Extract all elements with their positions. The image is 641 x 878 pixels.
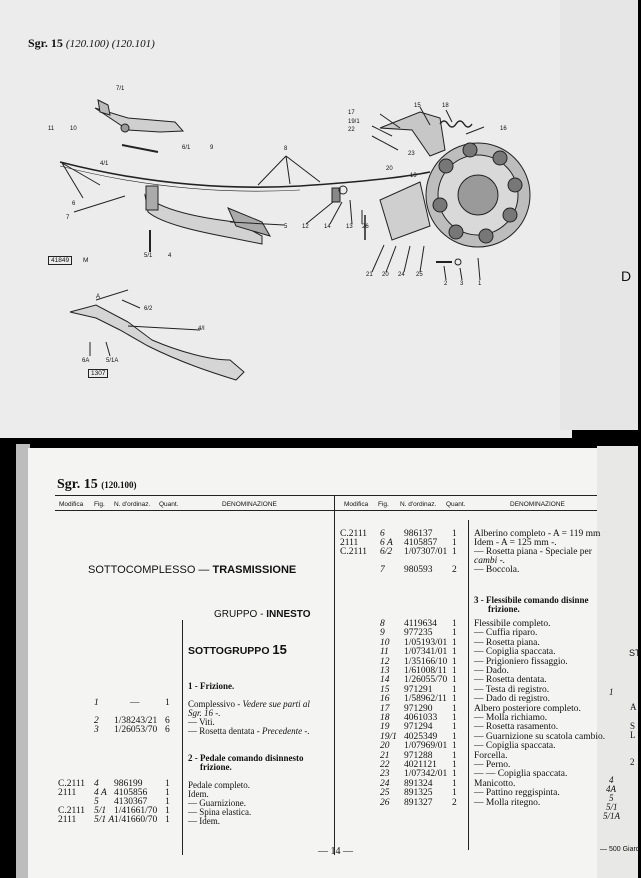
cell-ordinaz: 891327 (404, 797, 433, 808)
col-header-fig-2: Fig. (378, 501, 389, 508)
callout-label: 19/1 (348, 119, 360, 125)
callout-label: 20 (386, 166, 393, 172)
cell-fig: 12 (380, 656, 390, 667)
callout-label: 3 (460, 281, 464, 287)
cell-fig: 17 (380, 703, 390, 714)
cell-modifica: 2111 (58, 788, 77, 798)
cell-ordinaz: 1/07969/01 (404, 741, 448, 752)
cell-ordinaz: 971294 (404, 722, 433, 733)
callout-label: 5/1 (144, 253, 153, 259)
strip-text: 5/1A (603, 811, 620, 821)
cell-quant: 1 (452, 694, 457, 705)
cell-quant: 1 (165, 788, 170, 798)
cell-quant: 1 (452, 788, 457, 799)
col-header-modifica-2: Modifica (344, 501, 369, 508)
header-rule-bottom (55, 510, 597, 511)
cell-ordinaz: 971291 (404, 684, 433, 695)
callout-label: 20 (382, 272, 389, 278)
callout-label: 4/I (198, 326, 205, 332)
cell-quant: 2 (452, 565, 457, 575)
strip-text: A (630, 702, 637, 712)
cell-quant: 1 (452, 769, 457, 780)
header-bold: Sgr. 15 (28, 36, 63, 50)
complessivo-label: Complessivo - (188, 699, 241, 709)
col-header-quant: Quant. (159, 501, 179, 508)
cell-ordinaz: 986199 (114, 779, 143, 789)
subgroup-number: 15 (272, 642, 287, 657)
cell-ordinaz: 1/35166/10 (404, 656, 448, 667)
figure-code: 41849 (51, 257, 70, 264)
left-desc-divider (182, 620, 183, 855)
cell-denominazione: Forcella. (474, 750, 508, 761)
section-title-prefix: SOTTOCOMPLESSO — (88, 564, 210, 576)
cell-denominazione: — Rosetta piana. (474, 637, 540, 648)
rosetta-note: Precedente -. (261, 726, 310, 736)
cell-ordinaz: 1/26055/70 (404, 675, 448, 686)
complessivo-ref: Sgr. 16 -. (188, 708, 221, 718)
cell-ordinaz: 4025349 (404, 731, 438, 742)
callout-label: 11 (48, 126, 55, 132)
cell-quant: 2 (452, 797, 457, 808)
cell-denominazione: — Rosetta piana - Speciale per (474, 547, 592, 557)
guarnizione-line: — Guarnizione. (188, 798, 246, 808)
col-header-ordinaz: N. d'ordinaz. (114, 501, 151, 508)
pedale-title-cont: frizione. (200, 762, 232, 772)
cell-modifica: C.2111 (58, 779, 86, 789)
callout-label: 18 (442, 103, 449, 109)
cell-fig: 6/2 (380, 547, 393, 557)
cell-fig: 22 (380, 760, 390, 770)
cell-ordinaz: 4119634 (404, 619, 437, 629)
cell-ordinaz: 971290 (404, 703, 433, 714)
cell-denominazione: — Testa di registro. (474, 684, 550, 695)
figure-code-box-2 (88, 369, 108, 378)
cell-denominazione: — Dado di registro. (474, 694, 550, 705)
strip-footer: — 500 Giard (600, 846, 640, 853)
cell-ordinaz: 1/38243/21 (114, 716, 158, 726)
cell-quant: 6 (165, 725, 170, 735)
cell-quant: 1 (452, 628, 457, 639)
cell-quant: 1 (452, 731, 457, 742)
cell-denominazione: — Molla richiamo. (474, 713, 548, 723)
adjacent-page-letter: D (621, 268, 632, 284)
callout-label: 2 (444, 281, 448, 287)
cell-quant: 1 (452, 656, 457, 667)
section-title-main: TRASMISSIONE (212, 564, 297, 576)
column-divider (334, 495, 335, 855)
figure-code-box (48, 256, 72, 265)
cell-denominazione: — Dado. (474, 666, 509, 676)
strip-text: 4A (606, 784, 616, 794)
callout-label: 15 (414, 103, 421, 109)
group-name: INNESTO (266, 609, 311, 620)
callout-label: 21 (366, 272, 373, 278)
callout-label: 25 (416, 272, 423, 278)
cell-modifica: C.2111 (58, 806, 86, 816)
cell-denominazione: — Boccola. (474, 565, 520, 575)
callout-label: 16 (500, 126, 507, 132)
cell-modifica: C.2111 (340, 529, 368, 539)
cell-denominazione: — Copiglia spaccata. (474, 647, 556, 658)
cell-quant: 1 (452, 778, 457, 789)
cell-fig: 6 A (380, 538, 393, 548)
rosetta-line (188, 726, 310, 736)
col-header-denominazione-2: DENOMINAZIONE (510, 501, 565, 508)
cell-quant: 1 (452, 637, 457, 648)
callout-label: 17 (348, 110, 355, 116)
cell-ordinaz: 1/41660/70 (114, 815, 158, 825)
cell-fig: 11 (380, 647, 389, 658)
cell-quant: 1 (452, 666, 457, 676)
cell-fig: 25 (380, 788, 390, 799)
header-italic: (120.100) (120.101) (65, 38, 155, 50)
callout-label: 10 (70, 126, 77, 132)
cell-fig: 5/1 (94, 806, 107, 816)
rosetta-label: — Rosetta dentata - (188, 726, 260, 736)
cell-fig: 23 (380, 769, 390, 780)
figure-code-suffix: M (83, 257, 89, 264)
cell-ordinaz: 977235 (404, 628, 433, 639)
cell-ordinaz: 4061033 (404, 713, 438, 723)
cell-quant: 1 (165, 698, 170, 708)
cell-fig: 5 (94, 797, 99, 807)
cell-ordinaz: 891324 (404, 778, 433, 789)
cell-denominazione: — Pattino reggispinta. (474, 788, 560, 799)
right-desc-divider (468, 520, 469, 850)
exploded-diagram (0, 0, 572, 438)
cell-denominazione: — Rosetta dentata. (474, 675, 547, 686)
callout-label: 12 (302, 224, 309, 230)
strip-text: 5/1 (606, 802, 618, 812)
cell-quant: 1 (452, 529, 457, 539)
cell-denominazione: — Guarnizione su scatola cambio. (474, 731, 606, 742)
cell-fig: 15 (380, 684, 390, 695)
parts-page-header (57, 477, 136, 493)
cell-ordinaz: 1/07341/01 (404, 647, 448, 658)
cell-fig: 16 (380, 694, 390, 705)
cell-fig: 3 (94, 725, 99, 735)
pedale-title: 2 - Pedale comando disinnesto (188, 753, 304, 763)
cell-fig: 24 (380, 778, 390, 789)
cell-modifica: 2111 (58, 815, 77, 825)
cell-ordinaz: — (130, 698, 140, 708)
page-number: — 14 — (318, 846, 353, 857)
cell-denominazione: — Cuffia riparo. (474, 628, 538, 639)
cell-denominazione: — Prigioniero fissaggio. (474, 656, 568, 667)
cell-ordinaz: 1/58962/11 (404, 694, 447, 705)
strip-text: L (630, 730, 636, 740)
pedale-completo: Pedale completo. (188, 780, 250, 790)
cell-fig: 21 (380, 750, 390, 761)
callout-label: 4/1 (100, 161, 109, 167)
callout-label: 1 (478, 281, 482, 287)
callout-label: 14 (324, 224, 331, 230)
callout-label: 7 (66, 215, 70, 221)
callout-label: 9 (210, 145, 214, 151)
callout-label: 19 (410, 173, 417, 179)
cell-fig: 2 (94, 716, 99, 726)
cell-modifica: 2111 (340, 538, 359, 548)
cell-quant: 1 (452, 547, 457, 557)
cell-fig: 7 (380, 565, 385, 575)
cell-fig: 8 (380, 619, 385, 629)
idem2-line: — Idem. (188, 816, 220, 826)
strip-text: 5 (609, 793, 614, 803)
callout-label: 22 (348, 127, 355, 133)
cell-quant: 1 (165, 806, 170, 816)
spina-line: — Spina elastica. (188, 807, 252, 817)
cell-fig: 14 (380, 675, 390, 686)
cell-denominazione: Idem - A = 125 mm -. (474, 538, 557, 548)
cell-ordinaz: 1/05193/01 (404, 637, 448, 648)
header-small: (120.100) (101, 480, 137, 490)
flessibile-title: 3 - Flessibile comando disinne (474, 595, 589, 605)
subgroup-prefix: SOTTOGRUPPO (188, 645, 270, 657)
col-header-fig: Fig. (94, 501, 105, 508)
cell-fig: 19/1 (380, 731, 397, 742)
cell-ordinaz: 971288 (404, 750, 433, 761)
callout-label: 6/2 (144, 306, 153, 312)
cell-quant: 1 (165, 779, 170, 789)
header-rule-top (55, 495, 597, 496)
cell-ordinaz: 1/41661/70 (114, 806, 158, 816)
cell-fig: 6 (380, 529, 385, 539)
cell-ordinaz: 4105856 (114, 788, 148, 798)
cell-fig: 1 (94, 698, 99, 708)
subgroup-title (188, 642, 287, 657)
cell-denominazione: — Copiglia spaccata. (474, 741, 556, 752)
cell-fig: 5/1 A (94, 815, 115, 825)
strip-text: 2 (630, 757, 635, 767)
callout-label: A (96, 294, 101, 300)
cell-denominazione: Manicotto. (474, 778, 516, 789)
strip-text: S (630, 721, 636, 731)
callout-label: 8 (284, 146, 288, 152)
group-title (214, 609, 311, 620)
cell-denominazione: — Perno. (474, 760, 511, 770)
callout-label: 23 (408, 151, 415, 157)
callout-label: 5/1A (106, 358, 119, 364)
col-header-quant-2: Quant. (446, 501, 466, 508)
cell-fig: 10 (380, 637, 390, 648)
callout-label: 6/1 (182, 145, 191, 151)
cell-quant: 1 (452, 741, 457, 752)
cell-ordinaz: 4021121 (404, 760, 437, 770)
cell-ordinaz: 4105857 (404, 538, 438, 548)
cell-fig: 9 (380, 628, 385, 639)
cell-quant: 1 (165, 797, 170, 807)
section-title (88, 564, 296, 576)
figure-code-2: 1307 (91, 370, 106, 377)
cell-fig: 4 A (94, 788, 107, 798)
cell-ordinaz: 1/07307/01 (404, 547, 448, 557)
cell-quant: 1 (452, 684, 457, 695)
callout-label: 7/1 (116, 86, 125, 92)
cell-ordinaz: 986137 (404, 529, 433, 539)
cell-denominazione: Albero posteriore completo. (474, 703, 581, 714)
strip-text: 4 (609, 775, 614, 785)
cell-denominazione: cambi -. (474, 556, 506, 566)
cell-ordinaz: 891325 (404, 788, 433, 799)
cell-denominazione: — Rosetta rasamento. (474, 722, 559, 733)
cell-ordinaz: 1/07342/01 (404, 769, 448, 780)
header-bold: Sgr. 15 (57, 477, 98, 492)
cell-fig: 18 (380, 713, 390, 723)
cell-ordinaz: 980593 (404, 565, 433, 575)
frizione-title: 1 - Frizione. (188, 681, 235, 691)
cell-denominazione: Flessibile completo. (474, 619, 551, 629)
cell-quant: 6 (165, 716, 170, 726)
callout-label: 6A (82, 358, 90, 364)
callout-label: 26 (362, 224, 369, 230)
callout-label: 13 (346, 224, 353, 230)
cell-denominazione: — — Copiglia spaccata. (474, 769, 568, 780)
cell-modifica: C.2111 (340, 547, 368, 557)
cell-fig: 13 (380, 666, 390, 676)
cell-quant: 1 (452, 619, 457, 629)
col-header-ordinaz-2: N. d'ordinaz. (400, 501, 437, 508)
cell-fig: 4 (94, 779, 99, 789)
strip-text: ST (629, 648, 641, 658)
complessivo-note: Vedere sue parti al (242, 699, 310, 709)
cell-denominazione: — Molla ritegno. (474, 797, 541, 808)
callout-label: 5 (284, 224, 288, 230)
cell-fig: 20 (380, 741, 390, 752)
idem-line: Idem. (188, 789, 209, 799)
cell-quant: 1 (452, 713, 457, 723)
callout-label: 24 (398, 272, 405, 278)
callout-label: 6 (72, 201, 76, 207)
cell-fig: 19 (380, 722, 390, 733)
cell-quant: 1 (452, 703, 457, 714)
cell-denominazione: Alberino completo - A = 119 mm (474, 529, 601, 539)
cell-quant: 1 (452, 538, 457, 548)
cell-ordinaz: 4130367 (114, 797, 148, 807)
flessibile-title-cont: frizione. (488, 604, 520, 614)
group-prefix: GRUPPO - (214, 609, 264, 620)
col-header-denominazione: DENOMINAZIONE (222, 501, 277, 508)
strip-text: 1 (609, 687, 614, 697)
cell-quant: 1 (452, 647, 457, 658)
cell-quant: 1 (165, 815, 170, 825)
cell-quant: 1 (452, 750, 457, 761)
col-header-modifica: Modifica (59, 501, 84, 508)
cell-quant: 1 (452, 722, 457, 733)
cell-quant: 1 (452, 760, 457, 770)
cell-fig: 26 (380, 797, 390, 808)
cell-ordinaz: 1/61008/11 (404, 666, 447, 676)
viti-line: — Viti. (188, 717, 215, 727)
callout-label: 4 (168, 253, 172, 259)
cell-ordinaz: 1/26053/70 (114, 725, 158, 735)
cell-quant: 1 (452, 675, 457, 686)
